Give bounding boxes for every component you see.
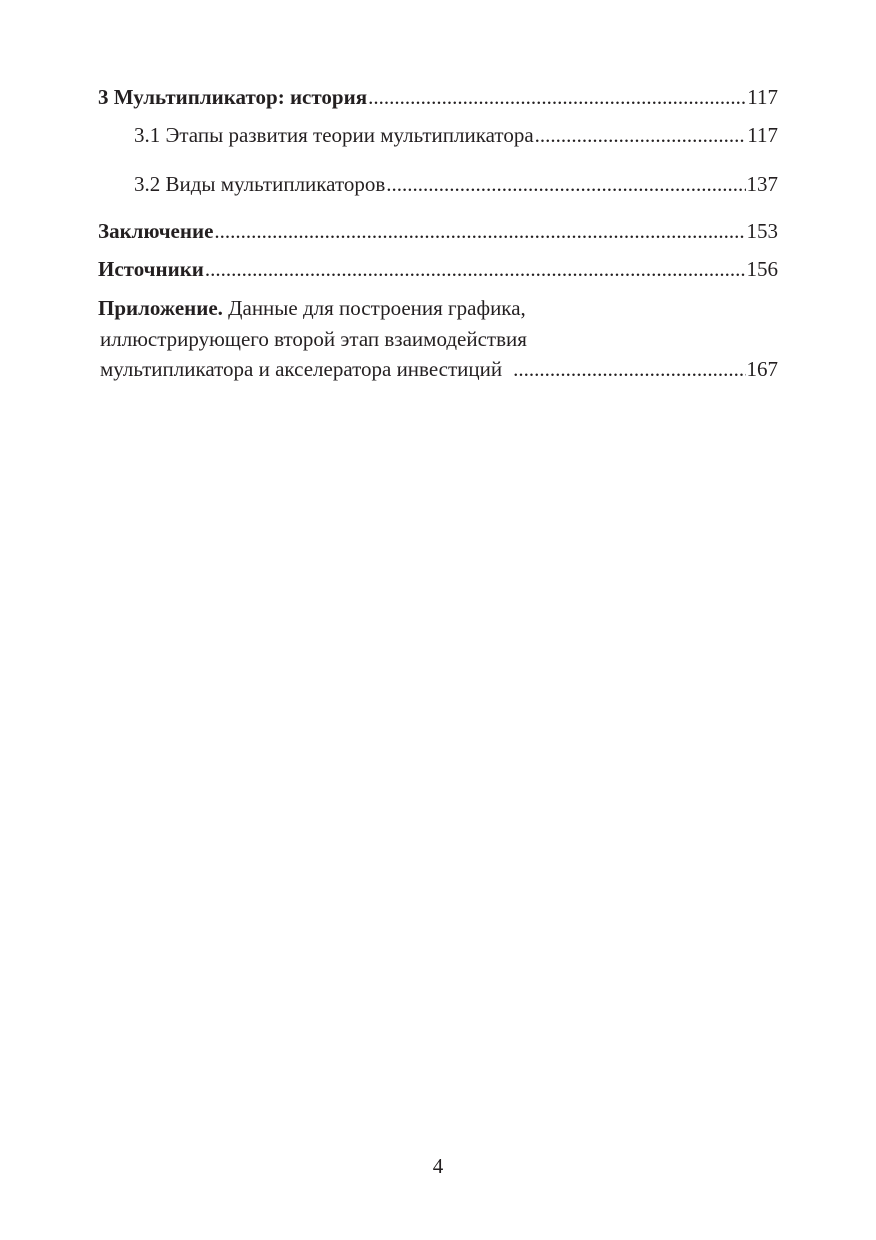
toc-entry-sources[interactable] <box>98 257 778 281</box>
toc-page-number: 117 <box>747 123 778 147</box>
toc-page-number: 137 <box>746 172 778 196</box>
toc-entry-chapter-3[interactable] <box>98 85 778 109</box>
dot-leader <box>368 85 746 109</box>
toc-entry-title: Источники <box>98 257 204 281</box>
appendix-title-part-3: мультипликатора и акселератора инвестиций <box>100 357 503 381</box>
toc-page-number: 117 <box>747 85 778 109</box>
toc-entry-appendix-line-1[interactable] <box>98 296 526 320</box>
toc-page-number: 167 <box>746 357 778 381</box>
dot-leader <box>386 172 745 196</box>
toc-entry-section-3-2[interactable] <box>134 172 778 196</box>
toc-entry-title: Заключение <box>98 219 214 243</box>
toc-entry-section-3-1[interactable] <box>134 123 778 147</box>
toc-entry-title: 3.1 Этапы развития теории мультипликатора <box>134 123 534 147</box>
dot-leader <box>205 257 746 281</box>
appendix-label: Приложение. <box>98 296 223 320</box>
dot-leader <box>535 123 747 147</box>
dot-leader <box>513 357 745 381</box>
appendix-title-part-2: иллюстрирующего второй этап взаимодействия <box>100 327 527 351</box>
toc-page-number: 153 <box>746 219 778 243</box>
appendix-title-part-1: Данные для построения графика, <box>222 296 526 320</box>
toc-entry-title: 3 Мультипликатор: история <box>98 85 368 109</box>
page-number: 4 <box>432 1154 444 1178</box>
toc-page-number: 156 <box>746 257 778 281</box>
dot-leader <box>214 219 745 243</box>
toc-entry-appendix-line-2[interactable] <box>100 327 527 351</box>
toc-entry-conclusion[interactable] <box>98 219 778 243</box>
toc-entry-title: 3.2 Виды мультипликаторов <box>134 172 386 196</box>
toc-entry-appendix-line-3[interactable] <box>100 357 778 381</box>
